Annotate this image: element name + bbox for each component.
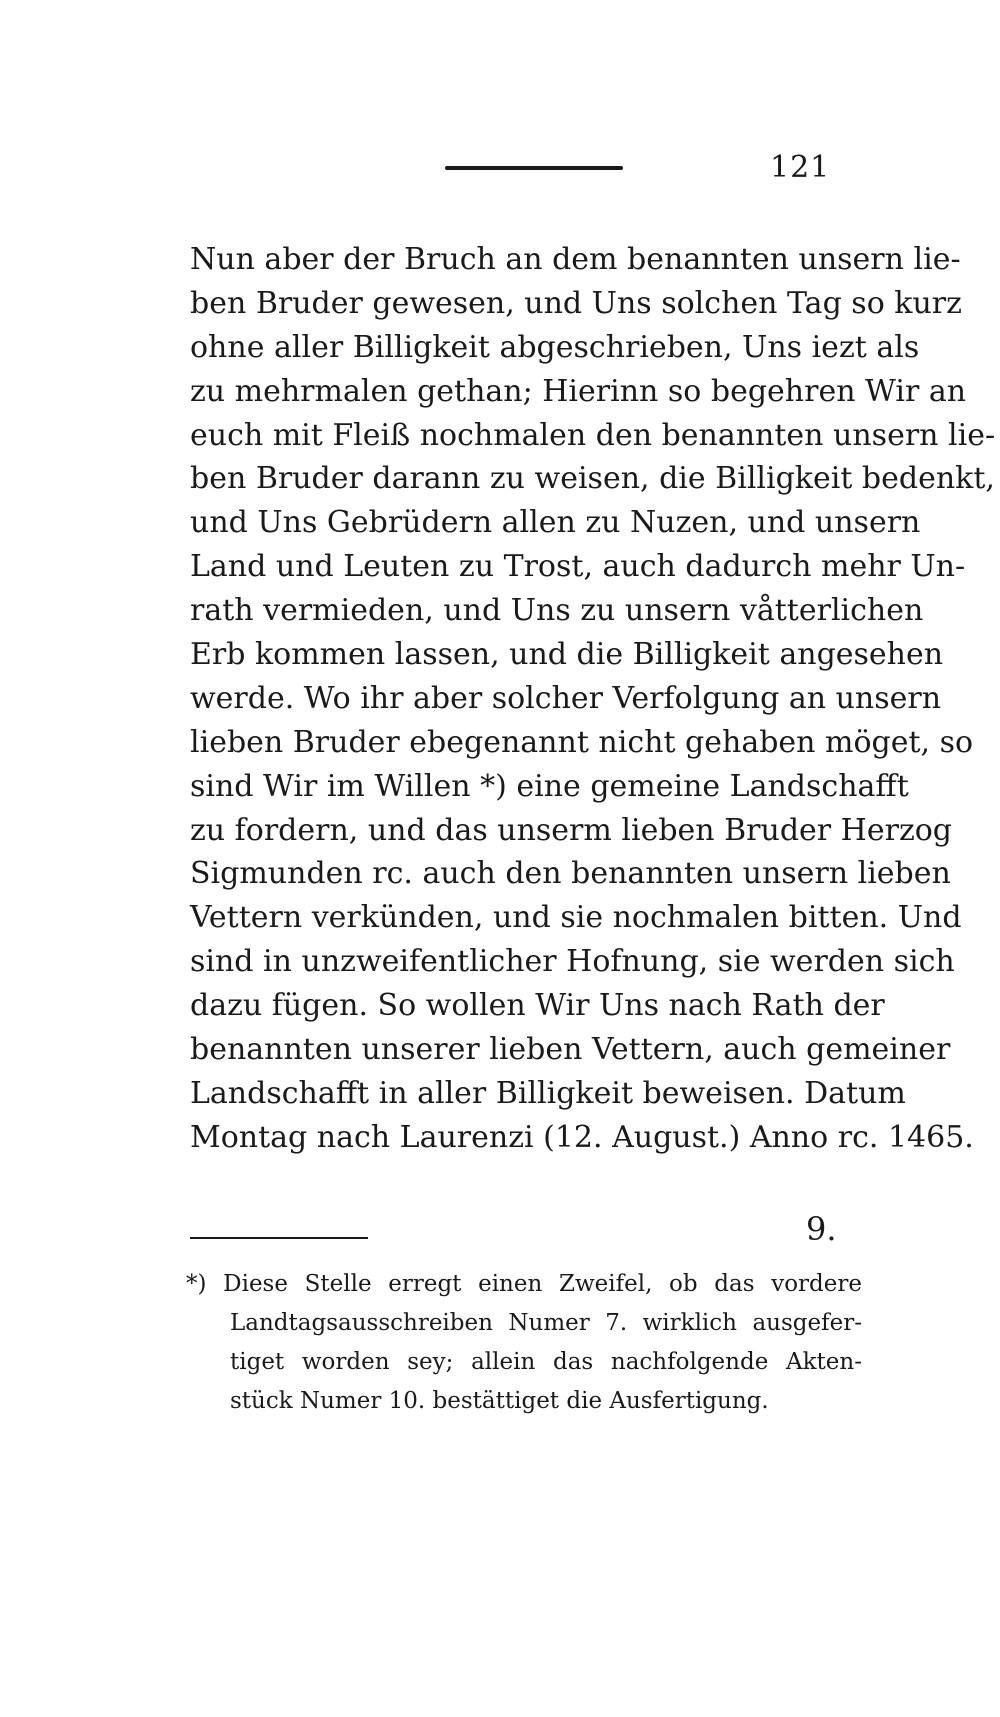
text-line: sind Wir im Willen *) eine gemeine Landschafft: [190, 768, 909, 804]
text-line: Erb kommen lassen, und die Billigkeit angesehen: [190, 637, 944, 673]
text-line: Land und Leuten zu Trost, auch dadurch mehr Un-: [190, 549, 966, 585]
text-line: und Uns Gebrüdern allen zu Nuzen, und unsern: [190, 505, 921, 541]
text-line: Vettern verkünden, und sie nochmalen bitten. Und: [190, 900, 962, 936]
footnote: [186, 1265, 862, 1421]
page-number: 121: [770, 150, 831, 185]
header-rule: [445, 166, 623, 170]
text-line: euch mit Fleiß nochmalen den benannten unsern lie-: [190, 417, 996, 453]
footnote-line: *) Diese Stelle erregt einen Zweifel, ob das vordere: [186, 1271, 862, 1297]
footnote-line: Landtagsausschreiben Numer 7. wirklich ausgefer-: [230, 1310, 862, 1336]
text-line: benannten unserer lieben Vettern, auch gemeiner: [190, 1032, 951, 1068]
text-line: Nun aber der Bruch an dem benannten unsern lie-: [190, 242, 961, 277]
text-line: ohne aller Billigkeit abgeschrieben, Uns iezt als: [190, 329, 920, 365]
text-line: zu mehrmalen gethan; Hierinn so begehren Wir an: [190, 373, 967, 409]
text-line: lieben Bruder ebegenannt nicht gehaben möget, so: [190, 724, 974, 760]
main-text: [190, 238, 996, 1160]
next-document-number: 9.: [806, 1210, 837, 1248]
text-line: dazu fügen. So wollen Wir Uns nach Rath der: [190, 988, 885, 1024]
text-line: Montag nach Laurenzi (12. August.) Anno rc. 1465.: [190, 1119, 974, 1155]
text-line: Landschafft in aller Billigkeit beweisen. Datum: [190, 1075, 906, 1111]
text-line: zu fordern, und das unserm lieben Bruder Herzog: [190, 812, 953, 848]
text-line: ben Bruder darann zu weisen, die Billigkeit bedenkt,: [190, 461, 995, 497]
footnote-line: tiget worden sey; allein das nachfolgende Akten-: [230, 1349, 862, 1375]
footnote-line: stück Numer 10. bestättiget die Ausfertigung.: [230, 1388, 769, 1414]
footnote-rule: [190, 1237, 368, 1239]
text-line: rath vermieden, und Uns zu unsern våtterlichen: [190, 593, 924, 629]
text-line: sind in unzweifentlicher Hofnung, sie werden sich: [190, 944, 955, 980]
text-line: Sigmunden rc. auch den benannten unsern lieben: [190, 856, 951, 892]
text-line: ben Bruder gewesen, und Uns solchen Tag so kurz: [190, 285, 962, 321]
text-line: werde. Wo ihr aber solcher Verfolgung an unsern: [190, 680, 942, 716]
